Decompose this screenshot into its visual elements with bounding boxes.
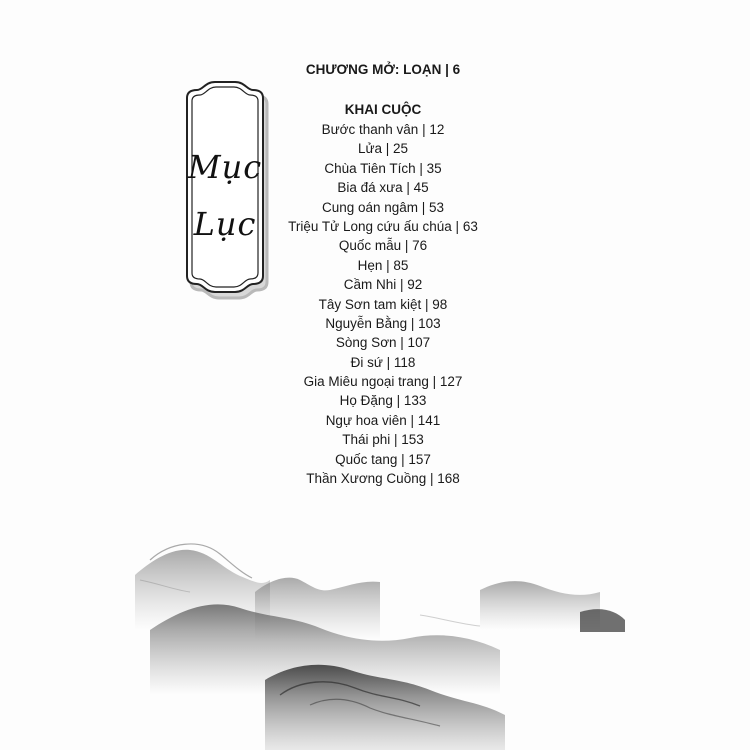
frame-title-line-2: Lục — [193, 205, 257, 243]
toc-item: Chùa Tiên Tích | 35 — [324, 160, 442, 176]
toc-item: Đi sứ | 118 — [350, 354, 416, 370]
toc-item: Ngự hoa viên | 141 — [325, 412, 441, 428]
toc-item: Triệu Tử Long cứu ấu chúa | 63 — [288, 218, 478, 234]
toc-item: Cung oán ngâm | 53 — [321, 199, 445, 215]
toc-item: Bia đá xưa | 45 — [337, 180, 429, 196]
toc-item: Lửa | 25 — [357, 141, 409, 157]
toc-item: Sòng Sơn | 107 — [335, 335, 431, 351]
opening-chapter: CHƯƠNG MỞ: LOẠN | 6 — [305, 62, 461, 77]
title-frame — [175, 76, 275, 308]
toc-item: Thái phi | 153 — [342, 432, 424, 448]
toc-item: Nguyễn Bằng | 103 — [325, 315, 441, 331]
toc-item: Quốc mẫu | 76 — [338, 238, 428, 254]
toc-item: Gia Miêu ngoại trang | 127 — [303, 374, 463, 390]
section-title: KHAI CUỘC — [344, 102, 422, 117]
ink-wash-mountains — [0, 520, 750, 750]
toc-item: Thần Xương Cuồng | 168 — [306, 471, 460, 487]
ornamental-frame-icon — [175, 76, 275, 308]
toc-item: Quốc tang | 157 — [335, 451, 431, 467]
table-of-contents — [283, 60, 483, 488]
toc-item: Cầm Nhi | 92 — [343, 277, 423, 293]
frame-title-line-1: Mục — [187, 148, 263, 186]
toc-item: Bước thanh vân | 12 — [321, 122, 445, 137]
toc-item: Tây Sơn tam kiệt | 98 — [318, 296, 448, 312]
toc-item: Họ Đặng | 133 — [339, 393, 427, 409]
toc-item: Hẹn | 85 — [357, 257, 409, 273]
